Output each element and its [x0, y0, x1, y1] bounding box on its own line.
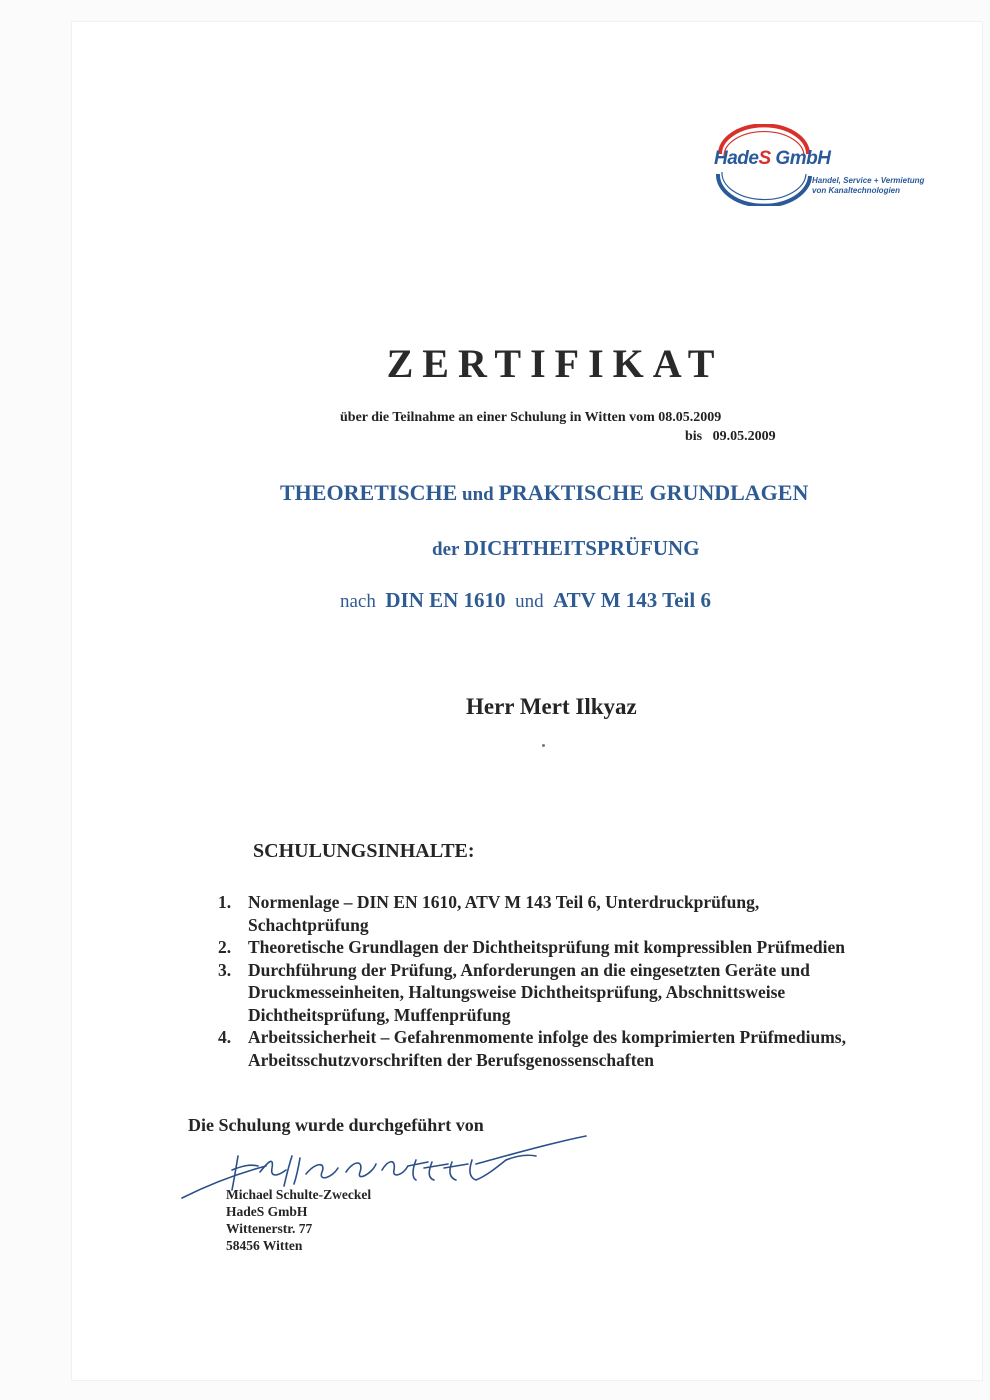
course-title-practical: PRAKTISCHE GRUNDLAGEN — [498, 480, 809, 505]
list-item-number: 2. — [218, 937, 232, 957]
course-title-line1 — [280, 480, 808, 506]
paper-speck — [542, 744, 545, 747]
standard-atv-m-143: ATV M 143 Teil 6 — [553, 588, 711, 612]
list-item-line: Normenlage – DIN EN 1610, ATV M 143 Teil 6, Unterdruckprüfung, — [248, 892, 760, 912]
contents-list — [218, 891, 938, 1071]
signer-city: 58456 Witten — [226, 1238, 303, 1253]
list-item-line: Arbeitsschutzvorschriften der Berufsgenossenschaften — [248, 1049, 655, 1070]
course-title-subject: DICHTHEITSPRÜFUNG — [463, 536, 700, 560]
subtitle-date-from: über die Teilnahme an einer Schulung in Witten vom 08.05.2009 — [340, 410, 722, 425]
list-item-line: Arbeitssicherheit – Gefahrenmomente infolge des komprimierten Prüfmediums, — [248, 1027, 846, 1047]
standard-din-en-1610: DIN EN 1610 — [385, 588, 506, 612]
list-item — [218, 959, 938, 1027]
list-item-line: Theoretische Grundlagen der Dichtheitsprüfung mit kompressiblen Prüfmedien — [248, 937, 845, 957]
list-item-number: 4. — [218, 1027, 232, 1047]
logo-wordmark — [714, 148, 830, 170]
subtitle-date-to: bis 09.05.2009 — [685, 429, 776, 444]
list-item — [218, 936, 938, 959]
signer-street: Wittenerstr. 77 — [226, 1221, 313, 1236]
list-item — [218, 891, 938, 936]
list-item — [218, 1026, 938, 1071]
contents-heading: SCHULUNGSINHALTE: — [253, 840, 475, 862]
logo-wordmark-part1: Hade — [714, 148, 759, 169]
logo-wordmark-accent: S — [758, 148, 771, 169]
course-standards-line — [340, 588, 711, 613]
list-item-line: Schachtprüfung — [248, 914, 369, 935]
company-logo — [706, 124, 946, 206]
course-title-theoretical: THEORETISCHE — [280, 480, 458, 505]
list-item-line: Druckmesseinheiten, Haltungsweise Dichtheitsprüfung, Abschnittsweise — [248, 982, 786, 1002]
signer-company: HadeS GmbH — [226, 1204, 308, 1219]
logo-tagline-line1: Handel, Service + Vermietung — [812, 176, 925, 185]
conducted-by-label: Die Schulung wurde durchgeführt von — [188, 1115, 484, 1135]
course-standards-und: und — [505, 591, 554, 612]
logo-wordmark-part3: GmbH — [770, 148, 831, 169]
list-item-number: 1. — [218, 892, 232, 912]
course-standards-nach: nach — [340, 591, 386, 612]
certificate-title: ZERTIFIKAT — [386, 341, 724, 386]
list-item-line: Durchführung der Prüfung, Anforderungen an die eingesetzten Geräte und — [248, 959, 810, 980]
signer-address-block — [226, 1186, 371, 1254]
list-item-line: Dichtheitsprüfung, Muffenprüfung — [248, 1004, 511, 1025]
participant-name: Herr Mert Ilkyaz — [466, 694, 637, 719]
logo-tagline — [812, 176, 924, 196]
course-title-line2 — [432, 536, 700, 561]
signer-name: Michael Schulte-Zweckel — [226, 1187, 372, 1202]
list-item-number: 3. — [218, 959, 232, 980]
logo-tagline-line2: von Kanaltechnologien — [812, 186, 901, 195]
course-title-der: der — [432, 539, 464, 560]
course-title-and: und — [457, 484, 499, 505]
